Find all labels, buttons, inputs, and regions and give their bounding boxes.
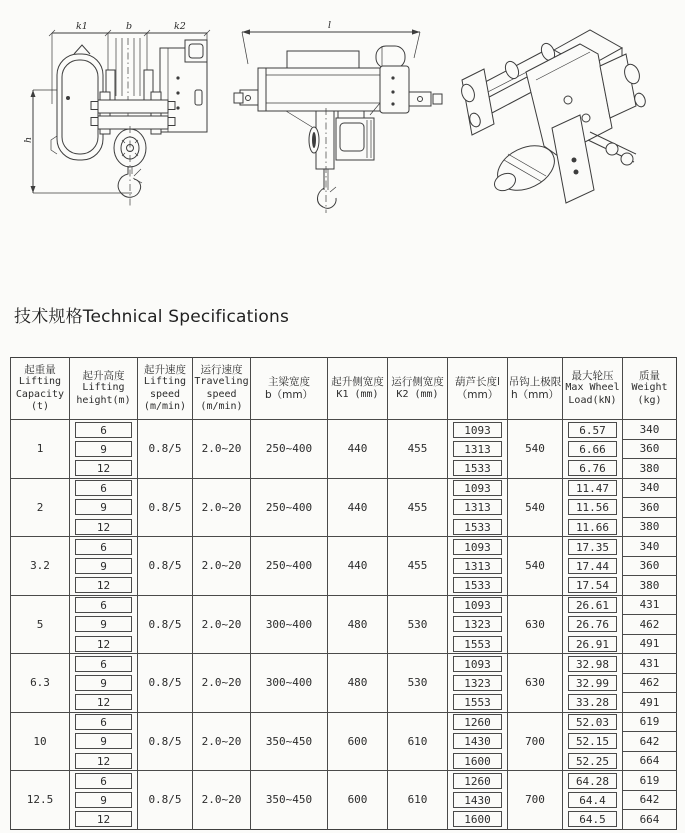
cell-max-wheel-load-box: 6.57 xyxy=(568,422,617,438)
cell-hoist-length-box: 1600 xyxy=(453,811,502,827)
cell-weight: 642 xyxy=(623,790,677,810)
cell-max-wheel-load xyxy=(563,634,623,654)
cell-weight: 664 xyxy=(623,810,677,830)
cell-max-wheel-load xyxy=(563,576,623,596)
cell-max-wheel-load-box: 26.91 xyxy=(568,636,617,652)
cell-weight: 664 xyxy=(623,751,677,771)
col-header-capacity: 起重量 Lifting Capacity (t) xyxy=(11,358,70,420)
cell-height xyxy=(70,712,138,732)
cell-hoist-length xyxy=(448,654,508,674)
cell-max-wheel-load xyxy=(563,556,623,576)
cell-max-wheel-load xyxy=(563,478,623,498)
cell-height xyxy=(70,459,138,479)
cell-hoist-length-box: 1323 xyxy=(453,675,502,691)
cell-max-wheel-load xyxy=(563,595,623,615)
cell-lifting-speed: 0.8/5 xyxy=(138,420,193,479)
cell-height-box: 9 xyxy=(75,558,132,574)
specifications-table xyxy=(10,357,677,830)
cell-max-wheel-load xyxy=(563,810,623,830)
col-header-k1: 起升侧宽度 K1 (mm) xyxy=(328,358,388,420)
cell-hoist-length xyxy=(448,673,508,693)
cell-max-wheel-load-box: 11.56 xyxy=(568,499,617,515)
cell-lifting-speed: 0.8/5 xyxy=(138,537,193,596)
dim-label-l: l xyxy=(328,20,332,31)
dim-label-b: b xyxy=(126,21,133,32)
cell-hoist-length xyxy=(448,810,508,830)
cell-weight: 431 xyxy=(623,595,677,615)
cell-max-wheel-load xyxy=(563,673,623,693)
cell-hoist-length-box: 1533 xyxy=(453,577,502,593)
cell-max-wheel-load xyxy=(563,517,623,537)
cell-beam-width: 250~400 xyxy=(251,537,328,596)
cell-traveling-speed: 2.0~20 xyxy=(193,595,251,654)
cell-lifting-speed: 0.8/5 xyxy=(138,712,193,771)
cell-max-wheel-load-box: 64.28 xyxy=(568,773,617,789)
cell-max-wheel-load xyxy=(563,751,623,771)
cell-hoist-length-box: 1553 xyxy=(453,694,502,710)
cell-hoist-length-box: 1313 xyxy=(453,499,502,515)
cell-height-box: 6 xyxy=(75,773,132,789)
cell-height-box: 6 xyxy=(75,480,132,496)
col-header-max-wheel-load: 最大轮压 Max Wheel Load(kN) xyxy=(563,358,623,420)
cell-max-wheel-load-box: 11.66 xyxy=(568,519,617,535)
cell-height-box: 12 xyxy=(75,460,132,476)
cell-lifting-speed: 0.8/5 xyxy=(138,478,193,537)
cell-capacity: 12.5 xyxy=(11,771,70,830)
cell-hoist-length-box: 1533 xyxy=(453,460,502,476)
cell-height-box: 6 xyxy=(75,714,132,730)
cell-traveling-speed: 2.0~20 xyxy=(193,654,251,713)
cell-weight: 462 xyxy=(623,615,677,635)
table-row xyxy=(11,420,677,440)
cell-k2: 610 xyxy=(388,771,448,830)
cell-height-box: 6 xyxy=(75,539,132,555)
cell-lifting-speed: 0.8/5 xyxy=(138,771,193,830)
cell-capacity: 3.2 xyxy=(11,537,70,596)
page-title: 技术规格Technical Specifications xyxy=(14,307,290,327)
cell-weight: 462 xyxy=(623,673,677,693)
cell-max-wheel-load-box: 52.03 xyxy=(568,714,617,730)
cell-weight: 380 xyxy=(623,459,677,479)
cell-hoist-length-box: 1600 xyxy=(453,753,502,769)
cell-hoist-length xyxy=(448,712,508,732)
cell-k1: 440 xyxy=(328,420,388,479)
cell-weight: 360 xyxy=(623,556,677,576)
table-header-row xyxy=(11,358,677,420)
cell-weight: 380 xyxy=(623,576,677,596)
cell-hoist-length xyxy=(448,517,508,537)
cell-weight: 491 xyxy=(623,634,677,654)
cell-hook-limit: 540 xyxy=(508,420,563,479)
cell-weight: 340 xyxy=(623,537,677,557)
cell-capacity: 5 xyxy=(11,595,70,654)
cell-height xyxy=(70,732,138,752)
cell-beam-width: 250~400 xyxy=(251,478,328,537)
cell-hook-limit: 700 xyxy=(508,771,563,830)
cell-weight: 380 xyxy=(623,517,677,537)
cell-lifting-speed: 0.8/5 xyxy=(138,654,193,713)
cell-height xyxy=(70,654,138,674)
cell-hoist-length-box: 1313 xyxy=(453,441,502,457)
col-header-hook-limit: 吊钩上极限 h（mm） xyxy=(508,358,563,420)
cell-k1: 600 xyxy=(328,771,388,830)
cell-hook-limit: 540 xyxy=(508,478,563,537)
cell-hook-limit: 630 xyxy=(508,595,563,654)
cell-hoist-length xyxy=(448,693,508,713)
cell-max-wheel-load-box: 52.25 xyxy=(568,753,617,769)
cell-max-wheel-load xyxy=(563,459,623,479)
cell-height-box: 12 xyxy=(75,811,132,827)
cell-weight: 360 xyxy=(623,498,677,518)
cell-hoist-length xyxy=(448,498,508,518)
cell-height xyxy=(70,673,138,693)
cell-beam-width: 350~450 xyxy=(251,771,328,830)
cell-max-wheel-load-box: 17.35 xyxy=(568,539,617,555)
table-row xyxy=(11,654,677,674)
cell-traveling-speed: 2.0~20 xyxy=(193,771,251,830)
cell-height-box: 6 xyxy=(75,422,132,438)
cell-hoist-length-box: 1323 xyxy=(453,616,502,632)
cell-k1: 480 xyxy=(328,595,388,654)
cell-hoist-length-box: 1260 xyxy=(453,773,502,789)
cell-k1: 480 xyxy=(328,654,388,713)
table-row xyxy=(11,595,677,615)
cell-max-wheel-load xyxy=(563,732,623,752)
cell-height xyxy=(70,771,138,791)
cell-lifting-speed: 0.8/5 xyxy=(138,595,193,654)
cell-height-box: 6 xyxy=(75,597,132,613)
cell-hoist-length-box: 1553 xyxy=(453,636,502,652)
cell-height xyxy=(70,537,138,557)
cell-height xyxy=(70,634,138,654)
cell-hoist-length-box: 1093 xyxy=(453,656,502,672)
cell-hoist-length xyxy=(448,420,508,440)
cell-height-box: 9 xyxy=(75,616,132,632)
table-row xyxy=(11,712,677,732)
table-row xyxy=(11,771,677,791)
cell-max-wheel-load xyxy=(563,439,623,459)
cell-max-wheel-load-box: 52.15 xyxy=(568,733,617,749)
dim-label-k2: k2 xyxy=(174,21,186,32)
cell-height-box: 12 xyxy=(75,577,132,593)
cell-height xyxy=(70,810,138,830)
cell-hoist-length-box: 1533 xyxy=(453,519,502,535)
cell-k2: 455 xyxy=(388,478,448,537)
cell-beam-width: 300~400 xyxy=(251,654,328,713)
cell-max-wheel-load xyxy=(563,420,623,440)
cell-weight: 619 xyxy=(623,771,677,791)
col-header-weight: 质量 Weight (kg) xyxy=(623,358,677,420)
cell-height-box: 12 xyxy=(75,519,132,535)
cell-beam-width: 350~450 xyxy=(251,712,328,771)
col-header-hoist-length: 葫芦长度l （mm） xyxy=(448,358,508,420)
cell-hoist-length xyxy=(448,732,508,752)
cell-hoist-length xyxy=(448,634,508,654)
cell-hoist-length xyxy=(448,556,508,576)
cell-hoist-length-box: 1430 xyxy=(453,733,502,749)
dim-label-h: h xyxy=(23,136,34,143)
cell-max-wheel-load xyxy=(563,498,623,518)
cell-height-box: 6 xyxy=(75,656,132,672)
cell-hoist-length xyxy=(448,771,508,791)
dim-label-k1: k1 xyxy=(76,21,88,32)
cell-hoist-length-box: 1260 xyxy=(453,714,502,730)
cell-max-wheel-load xyxy=(563,712,623,732)
cell-hook-limit: 540 xyxy=(508,537,563,596)
cell-capacity: 1 xyxy=(11,420,70,479)
cell-k2: 530 xyxy=(388,654,448,713)
cell-traveling-speed: 2.0~20 xyxy=(193,537,251,596)
cell-capacity: 2 xyxy=(11,478,70,537)
cell-max-wheel-load xyxy=(563,790,623,810)
cell-hoist-length xyxy=(448,537,508,557)
cell-hoist-length xyxy=(448,615,508,635)
table-row xyxy=(11,537,677,557)
col-header-k2: 运行侧宽度 K2 (mm) xyxy=(388,358,448,420)
cell-weight: 431 xyxy=(623,654,677,674)
cell-max-wheel-load xyxy=(563,537,623,557)
cell-hoist-length-box: 1093 xyxy=(453,480,502,496)
cell-weight: 491 xyxy=(623,693,677,713)
cell-k1: 600 xyxy=(328,712,388,771)
cell-hoist-length-box: 1093 xyxy=(453,539,502,555)
cell-max-wheel-load-box: 17.54 xyxy=(568,577,617,593)
col-header-traveling-speed: 运行速度 Traveling speed (m/min) xyxy=(193,358,251,420)
cell-k2: 455 xyxy=(388,420,448,479)
cell-height-box: 12 xyxy=(75,753,132,769)
cell-height xyxy=(70,498,138,518)
cell-height xyxy=(70,790,138,810)
cell-max-wheel-load-box: 17.44 xyxy=(568,558,617,574)
cell-max-wheel-load-box: 6.76 xyxy=(568,460,617,476)
cell-max-wheel-load xyxy=(563,771,623,791)
cell-height xyxy=(70,595,138,615)
cell-k2: 455 xyxy=(388,537,448,596)
cell-weight: 360 xyxy=(623,439,677,459)
cell-max-wheel-load-box: 6.66 xyxy=(568,441,617,457)
cell-height xyxy=(70,615,138,635)
cell-hoist-length-box: 1093 xyxy=(453,422,502,438)
cell-k1: 440 xyxy=(328,478,388,537)
cell-height xyxy=(70,693,138,713)
cell-max-wheel-load-box: 32.99 xyxy=(568,675,617,691)
cell-height-box: 9 xyxy=(75,441,132,457)
cell-beam-width: 300~400 xyxy=(251,595,328,654)
hoist-isometric-drawing xyxy=(450,8,685,230)
hoist-front-view-drawing xyxy=(4,8,234,230)
cell-traveling-speed: 2.0~20 xyxy=(193,420,251,479)
cell-k2: 610 xyxy=(388,712,448,771)
cell-hook-limit: 630 xyxy=(508,654,563,713)
hoist-side-view-drawing xyxy=(230,8,450,230)
cell-hoist-length xyxy=(448,576,508,596)
cell-beam-width: 250~400 xyxy=(251,420,328,479)
cell-max-wheel-load-box: 33.28 xyxy=(568,694,617,710)
cell-max-wheel-load-box: 11.47 xyxy=(568,480,617,496)
cell-max-wheel-load-box: 32.98 xyxy=(568,656,617,672)
cell-max-wheel-load-box: 64.5 xyxy=(568,811,617,827)
cell-height xyxy=(70,420,138,440)
cell-max-wheel-load xyxy=(563,654,623,674)
col-header-beam-width: 主梁宽度 b（mm） xyxy=(251,358,328,420)
cell-height-box: 9 xyxy=(75,733,132,749)
cell-weight: 340 xyxy=(623,420,677,440)
cell-height-box: 12 xyxy=(75,636,132,652)
col-header-height: 起升高度 Lifting height(m) xyxy=(70,358,138,420)
cell-weight: 619 xyxy=(623,712,677,732)
cell-k2: 530 xyxy=(388,595,448,654)
cell-height-box: 9 xyxy=(75,792,132,808)
cell-hoist-length-box: 1313 xyxy=(453,558,502,574)
table-body xyxy=(11,420,677,830)
cell-hoist-length xyxy=(448,459,508,479)
cell-height xyxy=(70,478,138,498)
col-header-lifting-speed: 起升速度 Lifting speed (m/min) xyxy=(138,358,193,420)
cell-weight: 340 xyxy=(623,478,677,498)
cell-height xyxy=(70,751,138,771)
cell-height xyxy=(70,439,138,459)
cell-height xyxy=(70,576,138,596)
cell-height-box: 9 xyxy=(75,675,132,691)
cell-hoist-length-box: 1093 xyxy=(453,597,502,613)
cell-height xyxy=(70,517,138,537)
cell-height-box: 12 xyxy=(75,694,132,710)
cell-hoist-length-box: 1430 xyxy=(453,792,502,808)
cell-hoist-length xyxy=(448,790,508,810)
cell-max-wheel-load xyxy=(563,693,623,713)
cell-max-wheel-load xyxy=(563,615,623,635)
cell-weight: 642 xyxy=(623,732,677,752)
cell-height xyxy=(70,556,138,576)
cell-capacity: 6.3 xyxy=(11,654,70,713)
cell-k1: 440 xyxy=(328,537,388,596)
cell-hoist-length xyxy=(448,751,508,771)
cell-capacity: 10 xyxy=(11,712,70,771)
cell-hoist-length xyxy=(448,439,508,459)
cell-hook-limit: 700 xyxy=(508,712,563,771)
cell-traveling-speed: 2.0~20 xyxy=(193,478,251,537)
cell-max-wheel-load-box: 26.76 xyxy=(568,616,617,632)
cell-hoist-length xyxy=(448,595,508,615)
cell-traveling-speed: 2.0~20 xyxy=(193,712,251,771)
cell-max-wheel-load-box: 26.61 xyxy=(568,597,617,613)
cell-height-box: 9 xyxy=(75,499,132,515)
table-row xyxy=(11,478,677,498)
cell-hoist-length xyxy=(448,478,508,498)
cell-max-wheel-load-box: 64.4 xyxy=(568,792,617,808)
